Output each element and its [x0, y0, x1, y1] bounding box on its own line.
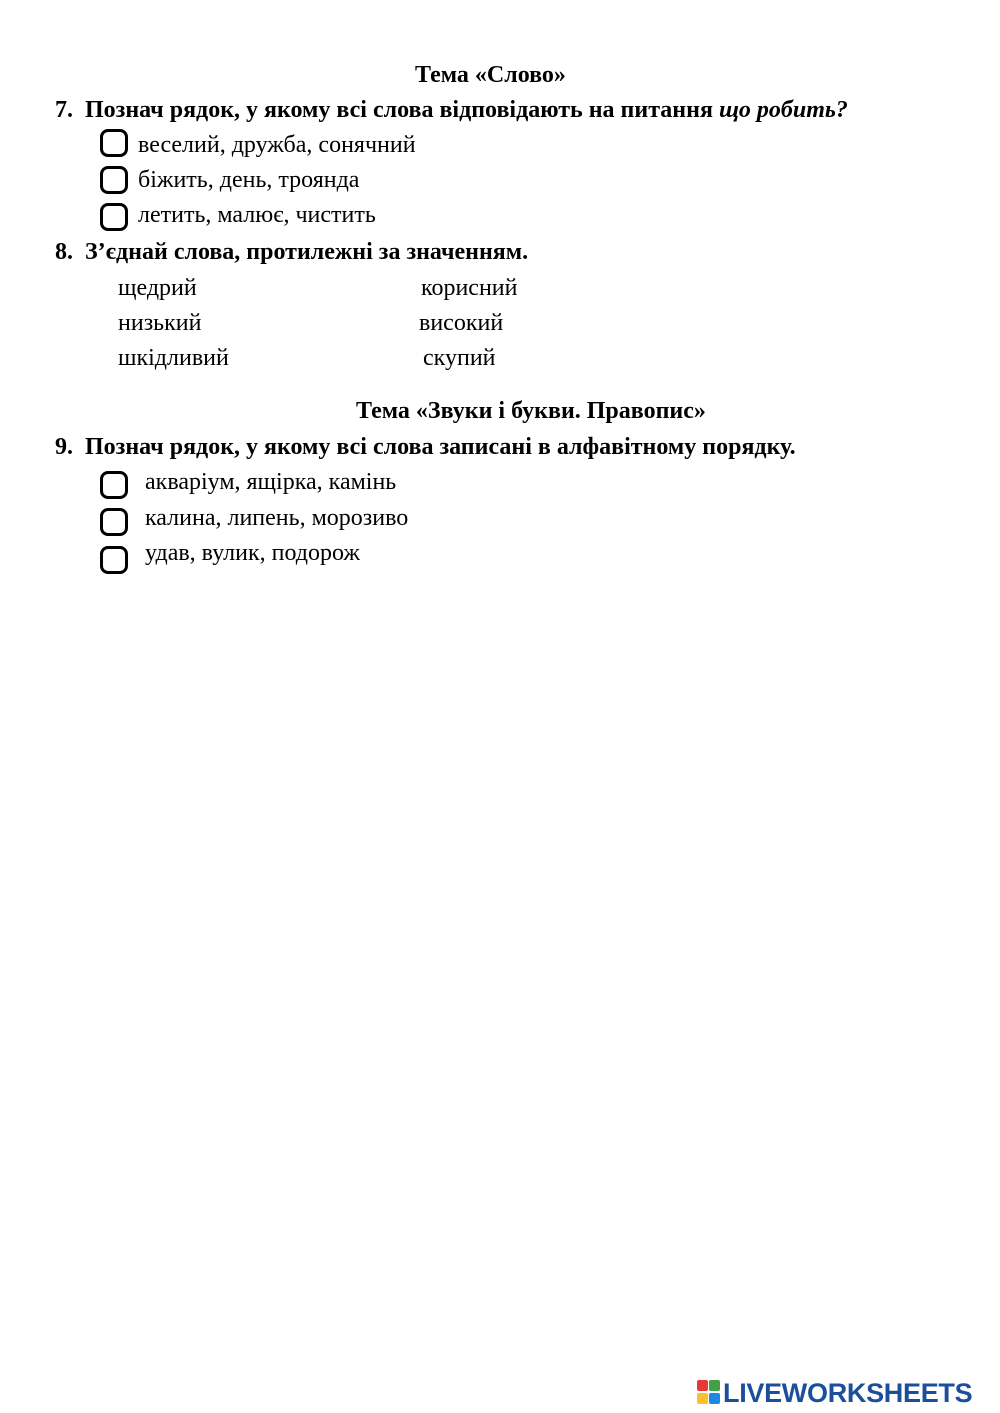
question-8-number: 8.	[55, 239, 73, 265]
question-7-option-2-label: біжить, день, троянда	[138, 167, 360, 193]
question-7-option-1-label: веселий, дружба, сонячний	[138, 132, 416, 158]
question-9-option-3-checkbox[interactable]	[100, 546, 128, 574]
match-left-word-1[interactable]: щедрий	[118, 275, 197, 301]
question-9-option-3-label: удав, вулик, подорож	[145, 540, 360, 566]
question-7-option-1-checkbox[interactable]	[100, 129, 128, 157]
question-7-number: 7.	[55, 97, 73, 123]
match-right-word-2[interactable]: високий	[419, 310, 504, 336]
question-7-text-main: Познач рядок, у якому всі слова відповідають на питання	[85, 97, 719, 123]
question-7-option-3-label: летить, малює, чистить	[138, 202, 376, 228]
question-9-text: Познач рядок, у якому всі слова записані в алфавітному порядку.	[85, 434, 796, 460]
liveworksheets-logo-icon	[697, 1380, 721, 1406]
question-7-text	[85, 97, 848, 124]
match-right-word-1[interactable]: корисний	[421, 275, 518, 301]
match-right-word-3[interactable]: скупий	[423, 345, 496, 371]
question-7-option-3-checkbox[interactable]	[100, 203, 128, 231]
match-left-word-3[interactable]: шкідливий	[118, 345, 229, 371]
liveworksheets-logo	[697, 1378, 972, 1408]
question-7-option-2-checkbox[interactable]	[100, 166, 128, 194]
question-7-text-italic: що робить?	[718, 97, 848, 123]
question-8-text: З’єднай слова, протилежні за значенням.	[85, 239, 529, 265]
topic-title-word: Тема «Слово»	[415, 62, 566, 88]
question-9-option-2-checkbox[interactable]	[100, 508, 128, 536]
liveworksheets-brand-text: LIVEWORKSHEETS	[723, 1377, 973, 1408]
question-9-option-2-label: калина, липень, морозиво	[145, 505, 409, 531]
question-9-option-1-checkbox[interactable]	[100, 471, 128, 499]
question-9-number: 9.	[55, 434, 73, 460]
topic-title-sounds-letters: Тема «Звуки і букви. Правопис»	[356, 398, 706, 424]
match-left-word-2[interactable]: низький	[118, 310, 202, 336]
question-9-option-1-label: акваріум, ящірка, камінь	[145, 469, 397, 495]
